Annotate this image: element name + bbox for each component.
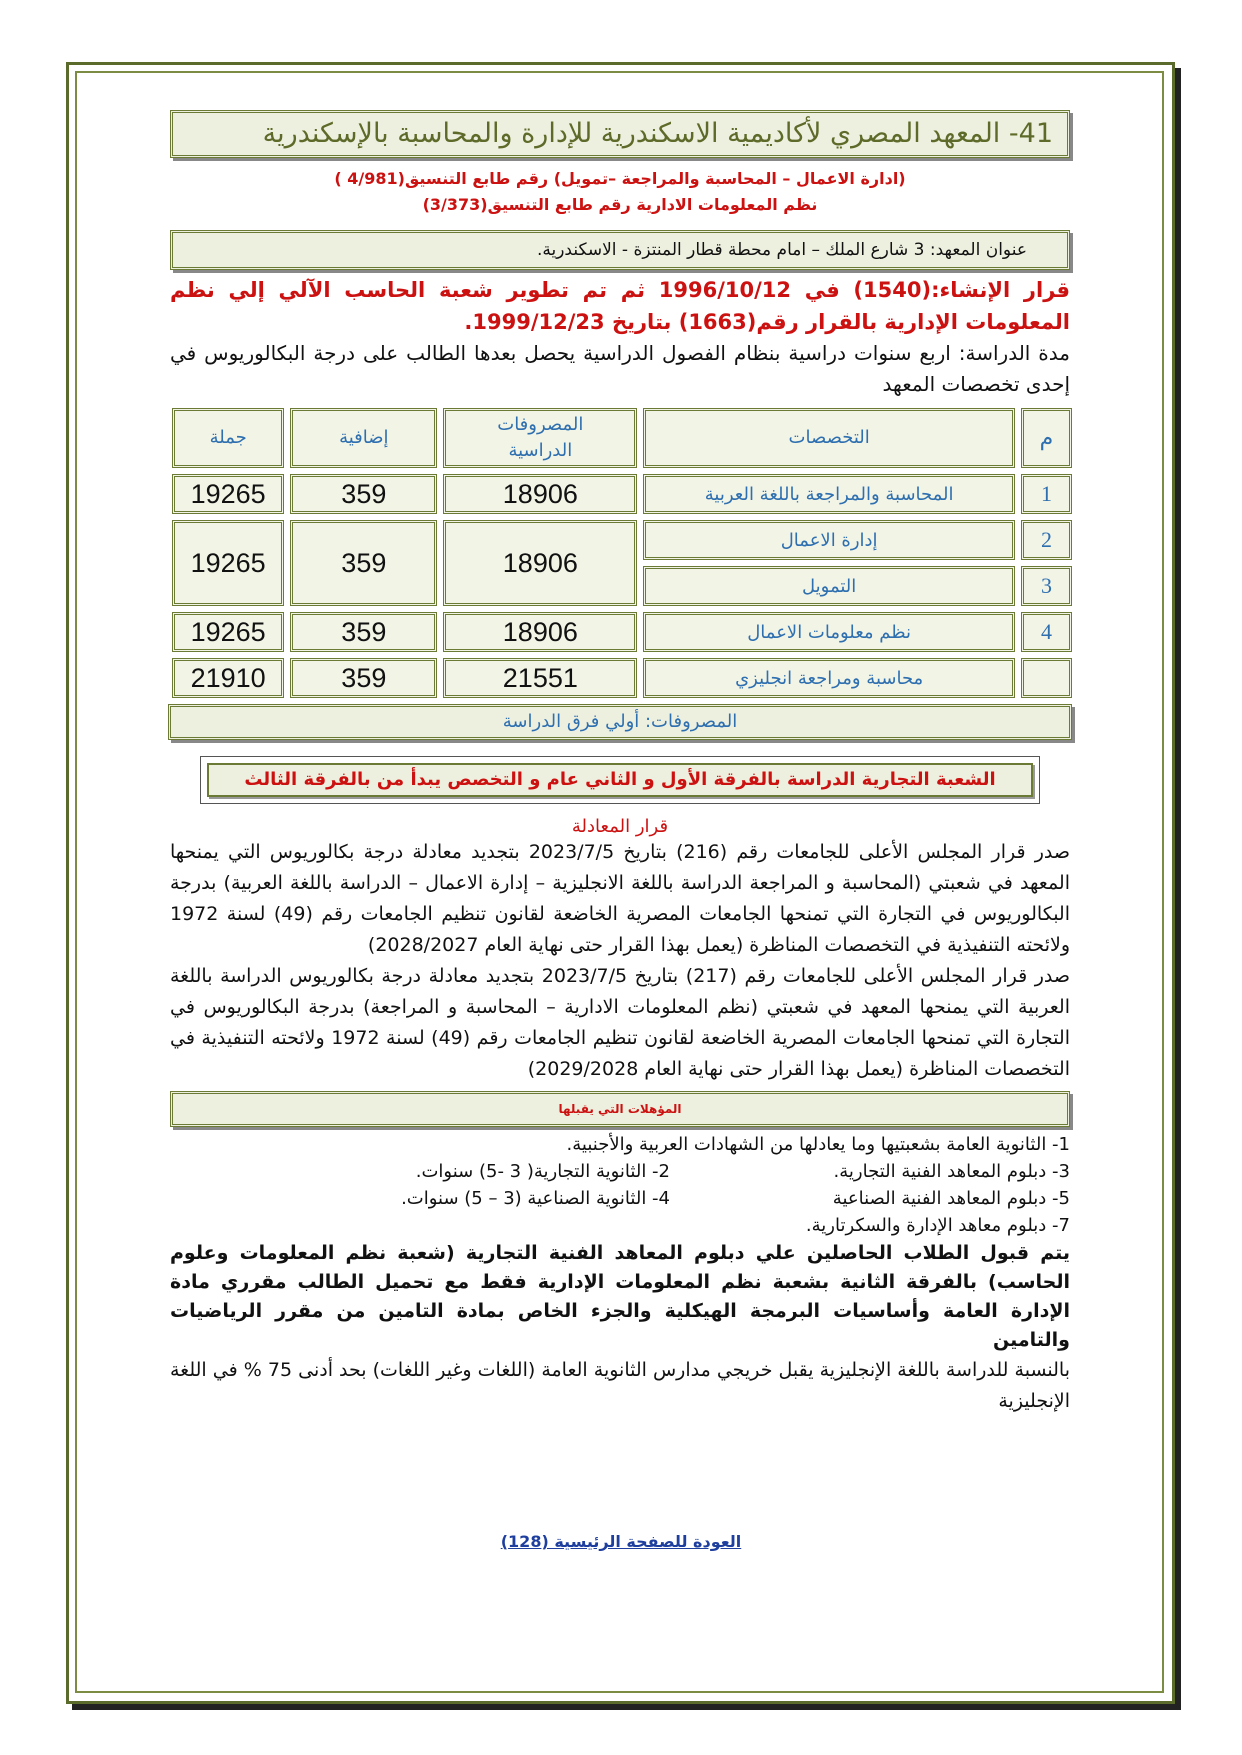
branch-note: الشعبة التجارية الدراسة بالفرقة الأول و الثاني عام و التخصص يبدأ من بالفرقة الثالث bbox=[207, 763, 1033, 797]
equivalence-paragraph-1: صدر قرار المجلس الأعلى للجامعات رقم (216) بتاريخ 2023/7/5 بتجديد معادلة درجة بكالوريوس التي يمنحها المعهد في شعبتي (المحاسبة و المراجعة الدراسة باللغة الانجليزية – إدارة الاعمال – الدراسة باللغة العربية) بدرجة البكالوريوس في التجارة التي تمنحها الجامعات المصرية الخاضعة لقانون تنظيم الجامعات رقم (49) لسنة 1972 ولائحته التنفيذية في التخصصات المناظرة (يعمل بهذا القرار حتى نهاية العام 2028/2027) bbox=[170, 841, 1070, 956]
row-extra-fees: 359 bbox=[290, 612, 437, 652]
page-title: 41- المعهد المصري لأكاديمية الاسكندرية للإدارة والمحاسبة بالإسكندرية bbox=[170, 110, 1070, 158]
row-extra-fees: 359 bbox=[290, 658, 437, 698]
table-row bbox=[172, 520, 1072, 560]
row-specialization: المحاسبة والمراجعة باللغة العربية bbox=[643, 474, 1015, 514]
row-total: 19265 bbox=[172, 474, 284, 514]
row-tuition-fees: 21551 bbox=[443, 658, 637, 698]
coordination-line-1: (ادارة الاعمال – المحاسبة والمراجعة –تمويل) رقم طابع التنسيق(4/981 ) bbox=[334, 169, 906, 188]
admission-note: يتم قبول الطلاب الحاصلين علي دبلوم المعاهد الفنية التجارية (شعبة نظم المعلومات وعلوم الحاسب) بالفرقة الثانية بشعبة نظم المعلومات الإدارية فقط مع تحميل الطالب مقرري مادة الإدارة العامة وأساسيات البرمجة الهيكلية والجزء الخاص بمادة التامين من مقرر الرياضيات والتامين bbox=[170, 1242, 1070, 1351]
qualification-item: 1- الثانوية العامة بشعبتيها وما يعادلها من الشهادات العربية والأجنبية. bbox=[566, 1134, 1070, 1155]
qualification-item: 5- دبلوم المعاهد الفنية الصناعية bbox=[832, 1188, 1070, 1209]
qualification-item: 3- دبلوم المعاهد الفنية التجارية. bbox=[833, 1161, 1070, 1182]
qualification-item: 7- دبلوم معاهد الإدارة والسكرتارية. bbox=[805, 1215, 1070, 1236]
equivalence-title: قرار المعادلة bbox=[571, 816, 669, 837]
row-total: 21910 bbox=[172, 658, 284, 698]
english-study-note: بالنسبة للدراسة باللغة الإنجليزية يقبل خريجي مدارس الثانوية العامة (اللغات وغير اللغات) بحد أدنى 75 % في اللغة الإنجليزية bbox=[170, 1359, 1070, 1412]
document-body bbox=[170, 110, 1070, 1417]
table-row bbox=[172, 612, 1072, 652]
fees-note: المصروفات: أولي فرق الدراسة bbox=[168, 704, 1072, 740]
row-specialization: نظم معلومات الاعمال bbox=[643, 612, 1015, 652]
row-extra-fees: 359 bbox=[290, 474, 437, 514]
study-duration: مدة الدراسة: اربع سنوات دراسية بنظام الفصول الدراسية يحصل بعدها الطالب على درجة البكالوريوس في إحدى تخصصات المعهد bbox=[170, 341, 1070, 396]
row-index bbox=[1021, 658, 1072, 698]
qualification-row bbox=[170, 1185, 1070, 1212]
table-row bbox=[172, 658, 1072, 698]
row-tuition-fees: 18906 bbox=[443, 520, 637, 606]
row-extra-fees: 359 bbox=[290, 520, 437, 606]
row-total: 19265 bbox=[172, 612, 284, 652]
row-index: 2 bbox=[1021, 520, 1072, 560]
branch-note-box bbox=[200, 756, 1040, 804]
header-total: جملة bbox=[172, 408, 284, 468]
table-header-row bbox=[172, 408, 1072, 468]
footer bbox=[0, 1532, 1242, 1551]
row-tuition-fees: 18906 bbox=[443, 474, 637, 514]
row-tuition-fees: 18906 bbox=[443, 612, 637, 652]
row-specialization: إدارة الاعمال bbox=[643, 520, 1015, 560]
header-index: م bbox=[1021, 408, 1072, 468]
institute-address: عنوان المعهد: 3 شارع الملك – امام محطة قطار المنتزة - الاسكندرية. bbox=[170, 230, 1070, 270]
row-specialization: محاسبة ومراجعة انجليزي bbox=[643, 658, 1015, 698]
qualification-item: 4- الثانوية الصناعية (3 – 5) سنوات. bbox=[401, 1188, 670, 1209]
back-to-home-link[interactable]: العودة للصفحة الرئيسية (128) bbox=[500, 1532, 742, 1551]
equivalence-paragraph-2: صدر قرار المجلس الأعلى للجامعات رقم (217) بتاريخ 2023/7/5 بتجديد معادلة درجة بكالوريوس الدراسة باللغة العربية التي يمنحها المعهد في شعبتي (نظم المعلومات الادارية – المحاسبة و المراجعة) بدرجة البكالوريوس في التجارة التي تمنحها الجامعات المصرية الخاضعة لقانون تنظيم الجامعات رقم (49) لسنة 1972 ولائحته التنفيذية في التخصصات المناظرة (يعمل بهذا القرار حتى نهاية العام 2029/2028) bbox=[170, 965, 1071, 1080]
row-index: 4 bbox=[1021, 612, 1072, 652]
qualification-item: 2- الثانوية التجارية( 3 -5) سنوات. bbox=[415, 1161, 670, 1182]
header-tuition-fees: المصروفات الدراسية bbox=[443, 408, 637, 468]
row-index: 3 bbox=[1021, 566, 1072, 606]
header-extra-fees: إضافية bbox=[290, 408, 437, 468]
establishment-decree: قرار الإنشاء:(1540) في 1996/10/12 ثم تم تطوير شعبة الحاسب الآلي إلي نظم المعلومات الإدارية بالقرار رقم(1663) بتاريخ 1999/12/23. bbox=[170, 278, 1071, 334]
coordination-line-2: نظم المعلومات الادارية رقم طابع التنسيق(3/373) bbox=[422, 195, 818, 214]
qualifications-title: المؤهلات التي يقبلها bbox=[170, 1091, 1070, 1127]
qualification-row bbox=[170, 1158, 1070, 1185]
header-specialization: التخصصات bbox=[643, 408, 1015, 468]
row-index: 1 bbox=[1021, 474, 1072, 514]
fees-table bbox=[166, 402, 1078, 704]
row-total: 19265 bbox=[172, 520, 284, 606]
table-row bbox=[172, 474, 1072, 514]
row-specialization: التمويل bbox=[643, 566, 1015, 606]
